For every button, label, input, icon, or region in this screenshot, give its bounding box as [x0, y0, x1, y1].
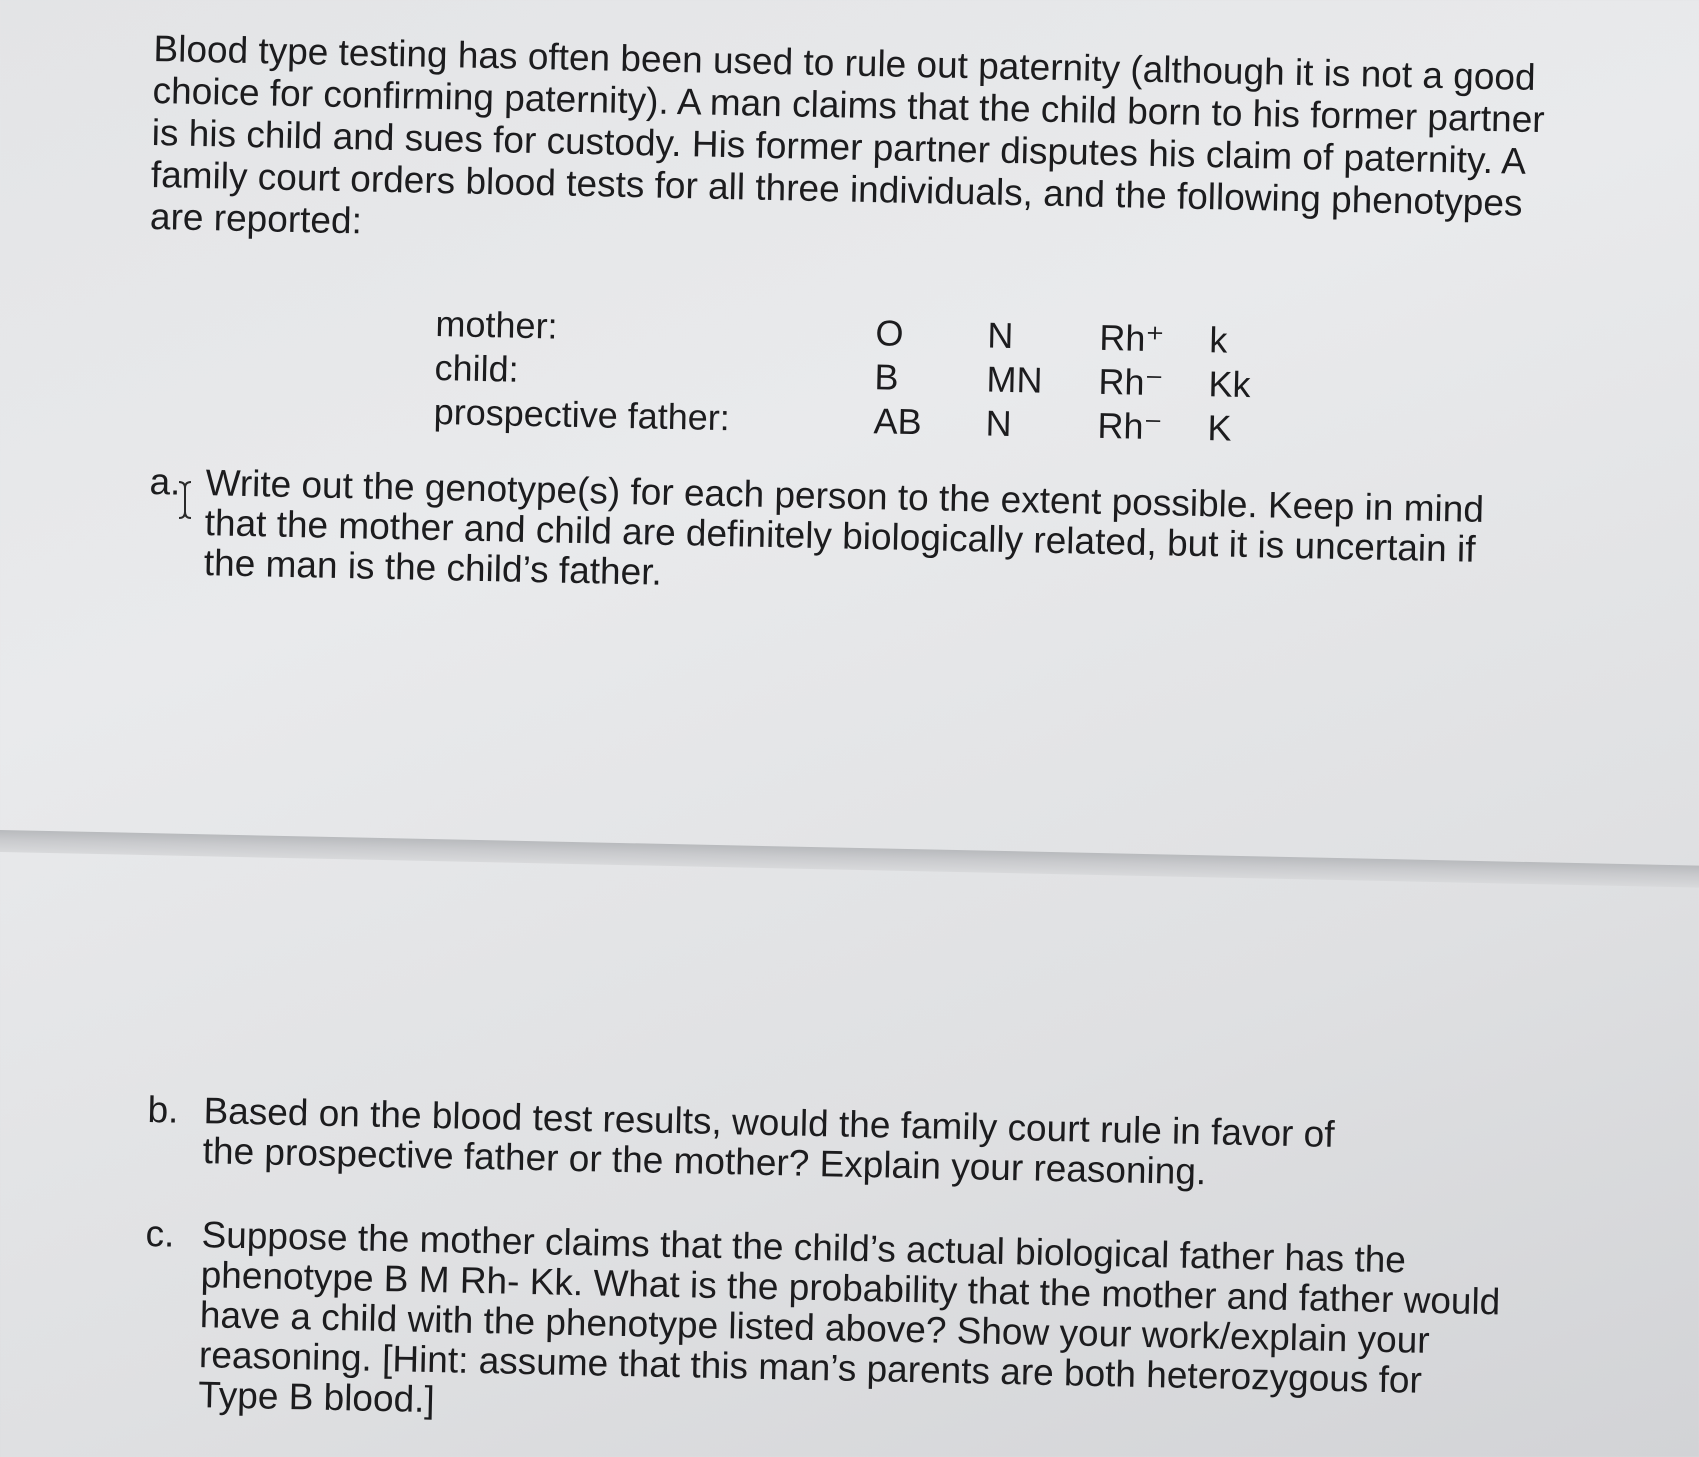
row-label: child:	[434, 346, 520, 390]
abo-phenotype: B	[874, 356, 899, 398]
kell-phenotype: k	[1208, 319, 1228, 361]
phenotype-table	[433, 302, 1280, 452]
question-text: Suppose the mother claims that the child’s actual biological father has the phenotype B M Rh- Kk. What is the probability that the mother and father would have a child with the phenotype listed above? Show your work/explain your reasoning. [Hint: assume that this man’s parents are both heterozygous for Type B blood.]	[197, 1214, 1501, 1421]
page-divider	[0, 830, 1699, 889]
rh-phenotype: Rh⁺	[1098, 316, 1165, 360]
question-text: Write out the genotype(s) for each person to the extent possible. Keep in mind that the mother and child are definitely biologically related, but it is uncertain if the man is the child’s father.	[203, 462, 1485, 593]
kell-phenotype: K	[1207, 407, 1232, 449]
mn-phenotype: N	[986, 314, 1014, 357]
question-marker: c.	[145, 1213, 175, 1255]
question-marker: b.	[147, 1089, 179, 1131]
mn-phenotype: N	[985, 402, 1013, 445]
mn-phenotype: MN	[986, 358, 1043, 401]
question-marker: a.	[149, 461, 181, 503]
text-cursor-icon	[178, 480, 192, 520]
row-label: prospective father:	[433, 390, 731, 439]
rh-phenotype: Rh⁻	[1098, 360, 1164, 404]
row-label: mother:	[435, 302, 558, 347]
kell-phenotype: Kk	[1208, 363, 1251, 406]
question-text: Based on the blood test results, would the family court rule in favor of the prospective father or the mother? Explain your reasoning.	[202, 1090, 1335, 1193]
intro-paragraph: Blood type testing has often been used to rule out paternity (although it is not a good choice for confirming paternity). A man claims that the child born to his former partner is his child and sues for custody. His former partner disputes his claim of paternity. A family court orders blood tests for all three individuals, and the following phenotypes are reported:	[149, 28, 1546, 242]
rh-phenotype: Rh⁻	[1097, 404, 1164, 448]
abo-phenotype: AB	[873, 400, 923, 443]
abo-phenotype: O	[875, 312, 904, 354]
